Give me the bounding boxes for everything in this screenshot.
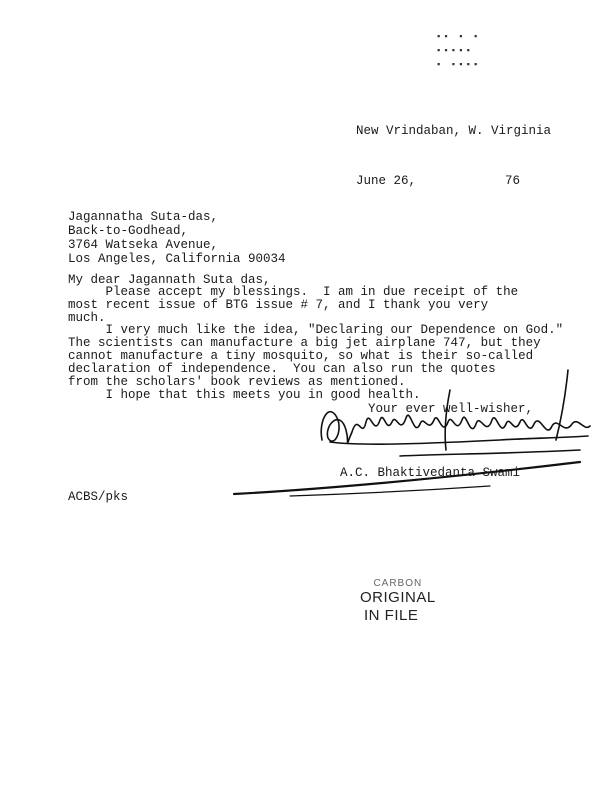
file-stamp-carbon: CARBON [373, 578, 423, 589]
addressee-name: Jagannatha Suta-das, [68, 210, 219, 224]
body-line: cannot manufacture a tiny mosquito, so what is their so-called [68, 349, 534, 363]
addressee-line-2: Back-to-Godhead, [68, 224, 189, 238]
top-stamp-line-1: ▪▪ ▪ ▪ [436, 32, 481, 42]
closing: Your ever well-wisher, [368, 402, 534, 416]
body-line: I very much like the idea, "Declaring our Dependence on God." [68, 323, 564, 337]
top-stamp-line-2: ▪▪▪▪▪ [436, 46, 474, 56]
top-corner-stamp [436, 30, 480, 72]
file-stamp [360, 578, 436, 625]
addressee-line-3: 3764 Watseka Avenue, [68, 238, 219, 252]
body-line: I hope that this meets you in good health. [68, 388, 421, 402]
body-line: Please accept my blessings. I am in due receipt of the [68, 285, 519, 299]
letter-date-year: 76 [505, 174, 521, 188]
top-stamp-line-3: ▪ ▪▪▪▪ [436, 60, 481, 70]
body-line: most recent issue of BTG issue # 7, and I thank you very [68, 298, 489, 312]
body-line: The scientists can manufacture a big jet airplane 747, but they [68, 336, 541, 350]
body-line: declaration of independence. You can also run the quotes [68, 362, 496, 376]
file-stamp-line-2: IN FILE [364, 607, 419, 624]
signatory-name: A.C. Bhaktivedanta Swami [340, 466, 521, 480]
body-line: from the scholars' book reviews as mentioned. [68, 375, 406, 389]
salutation: My dear Jagannath Suta das, [68, 273, 271, 287]
file-stamp-line-1: ORIGINAL [360, 589, 436, 606]
body-line: much. [68, 311, 106, 325]
signature-underline [230, 456, 590, 500]
letter-date-day: June 26, [356, 174, 417, 188]
letter-place: New Vrindaban, W. Virginia [356, 124, 552, 138]
reference-initials: ACBS/pks [68, 490, 129, 504]
addressee-line-4: Los Angeles, California 90034 [68, 252, 286, 266]
